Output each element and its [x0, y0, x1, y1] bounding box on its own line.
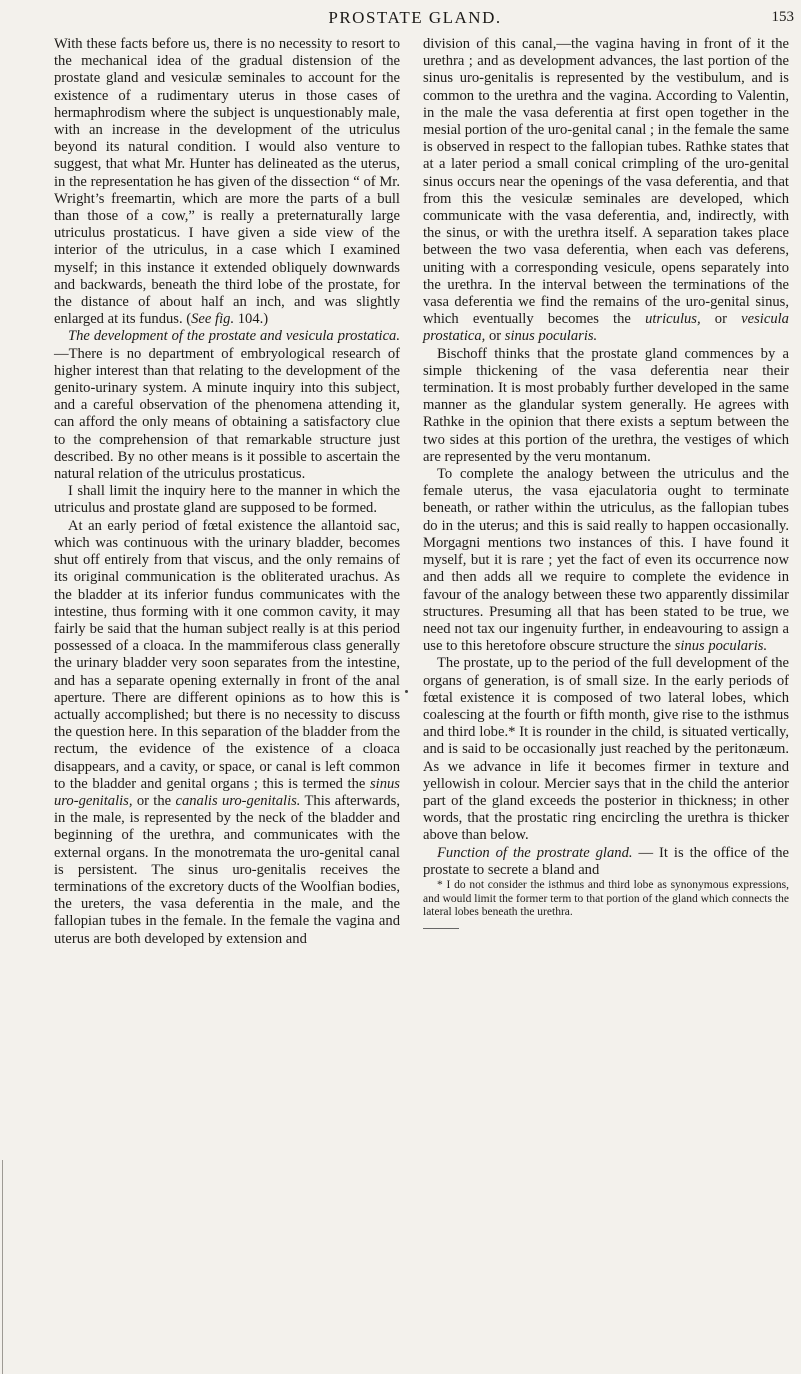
right-column: [423, 36, 789, 929]
connector-text: or: [485, 328, 505, 345]
margin-dot: [405, 690, 408, 693]
paragraph-text: Bischoff thinks that the prostate gland commences by a simple thickening of the vasa deferentia near their termination. It is most probably further developed in the same manner as the glandular system generally. He agrees with Rathke in the opinion that there exists a septum between the two sides at this portion of the urethra, the vestiges of which are represented by the veru montanum.: [423, 345, 789, 465]
paragraph: [423, 346, 789, 466]
term: vesicula prostatica,: [423, 311, 789, 345]
connector-text: or the: [132, 792, 176, 809]
paragraph: [54, 328, 400, 483]
left-column: [54, 36, 400, 948]
term: canalis uro-genitalis.: [175, 792, 301, 809]
section-heading: The development of the prostate and vesicula prostatica.: [68, 328, 400, 345]
paragraph-text: The prostate, up to the period of the full development of the organs of generation, is of small size. In the early periods of fœtal existence it is composed of two lateral lobes, which coalescing at the fourth or fifth month, give rise to the isthmus and third lobe.* It is rounder in the child, is situated vertically, and is said to be occasionally just reached by the peritonæum. As we advance in life it becomes firmer in texture and yellowish in colour. Mercier says that in the child the anterior part of the gland exceeds the posterior in thickness; in other words, that the prostatic ring encircling the urethra is thicker above than below.: [423, 655, 789, 844]
term: utriculus,: [645, 311, 701, 328]
paragraph-text: —There is no department of embryological research of higher interest than that relating to the development of the genito-urinary system. A minute inquiry into this subject, and a careful observation of the phenomena attending it, can afford the only means of obtaining a satisfactory clue to the comprehension of that remarkable structure just described. By no other means is it possible to ascertain the natural relation of the utriculus prostaticus.: [54, 345, 400, 483]
paragraph-text: division of this canal,—the vagina having in front of it the urethra ; and as development advances, the last portion of the sinus uro-genitalis is represented by the vestibulum, and is common to the urethra and the vagina. According to Valentin, in the male the vasa deferentia at first open together in the mesial portion of the uro-genital canal ; in the female the same is observed in respect to the fallopian tubes. Rathke states that at a later period a small conical crimpling of the uro-genital sinus occurs near the openings of the vasa deferentia, and that from this the vesiculæ seminales are developed, which communicate with the vasa deferentia, and, indirectly, with the sinus, or with the urethra itself. A separation takes place between the two vasa deferentia, when each vas deferens, uniting with a corresponding vesicule, opens separately into the urethra. In the interval between the terminations of the vasa deferentia we find the remains of the uro-genital sinus, which eventually becomes the: [423, 36, 789, 328]
paragraph-text: With these facts before us, there is no necessity to resort to the mechanical idea of the gradual distension of the prostate gland and vesiculæ seminales to account for the existence of a rudimentary uterus in those cases of hermaphrodism where the subject is unquestionably male, with an increase in the development of the utriculus beyond its natural condition. I would also venture to suggest, that what Mr. Hunter has delineated as the uterus, in the representation he has given of the dissection “ of Mr. Wright’s freemartin, which are more the parts of a bull than those of a cow,” is really a preternaturally large utriculus prostaticus. I have given a side view of the interior of the utriculus, in a case which I examined myself; in this instance it extended obliquely downwards and backwards, beneath the third lobe of the prostate, for the distance of about half an inch, and was slightly enlarged at its fundus. (: [54, 36, 400, 328]
footnote: * I do not consider the isthmus and third lobe as synonymous expressions, and would limit the former term to that portion of the gland which connects the lateral lobes beneath the urethra.: [423, 878, 789, 919]
running-title: PROSTATE GLAND.: [328, 8, 502, 27]
paragraph: [423, 466, 789, 655]
paragraph-text: I shall limit the inquiry here to the manner in which the utriculus and prostate gland are supposed to be formed.: [54, 483, 400, 517]
term: sinus uro-genitalis,: [54, 775, 400, 809]
page-edge-line: [2, 1160, 3, 1374]
connector-text: or: [700, 311, 742, 328]
footnote-rule: [423, 928, 459, 929]
section-heading: Function of the prostrate gland.: [437, 844, 633, 861]
see-reference: See: [191, 311, 212, 328]
paragraph: [423, 845, 789, 879]
paragraph-text: — It is the office of the prostate to secrete a bland and: [423, 844, 789, 878]
paragraph: [54, 36, 400, 328]
paragraph: [423, 36, 789, 346]
page-header: [30, 6, 800, 30]
paragraph-text: This afterwards, in the male, is represented by the neck of the bladder and beginning of the urethra, and communicates with the external organs. In the monotremata the uro-genital canal is persistent. The sinus uro-genitalis receives the terminations of the excretory ducts of the Woolfian bodies, the ureters, the vasa deferentia in the male, and the fallopian tubes in the female. In the female the vagina and uterus are both developed by extension and: [54, 792, 401, 947]
paragraph: [54, 483, 400, 517]
paragraph: [423, 655, 789, 844]
term: sinus pocularis.: [674, 638, 768, 655]
paragraph: [54, 518, 400, 948]
figure-reference: fig.: [215, 311, 235, 328]
page-number: 153: [771, 9, 794, 25]
paragraph-text: At an early period of fœtal existence the allantoid sac, which was continuous with the urinary bladder, becomes shut off entirely from that viscus, and the only remains of its original communication is the obliterated urachus. As the bladder at its inferior fundus communicates with the intestine, thus forming with it one common cavity, it may fairly be said that the human subject really is at this period possessed of a cloaca. In the mammiferous class generally the urinary bladder very soon separates from the intestine, and has a separate opening externally in front of the anal aperture. There are different opinions as to how this is actually accomplished; but there is no necessity to discuss the question here. In this separation of the bladder from the rectum, the evidence of the existence of a cloaca disappears, and a cavity, or space, or canal is left common to the bladder and genital organs ; this is termed the: [54, 517, 400, 792]
term: sinus pocularis.: [504, 328, 598, 345]
figure-number: 104.): [234, 311, 269, 328]
paragraph-text: To complete the analogy between the utriculus and the female uterus, the vasa ejaculatoria ought to terminate beneath, or rather within the utriculus, as the fallopian tubes do in the uterus; and this is said really to happen occasionally. Morgagni mentions two instances of this. I have found it myself, but it is rare ; yet the fact of even its occurrence now and then adds all we require to complete the evidence in favour of the analogy between these two apparently dissimilar structures. Presuming all that has been stated to be true, we need not tax our ingenuity further, in endeavouring to assign a use to this heretofore obscure structure the: [423, 466, 789, 655]
